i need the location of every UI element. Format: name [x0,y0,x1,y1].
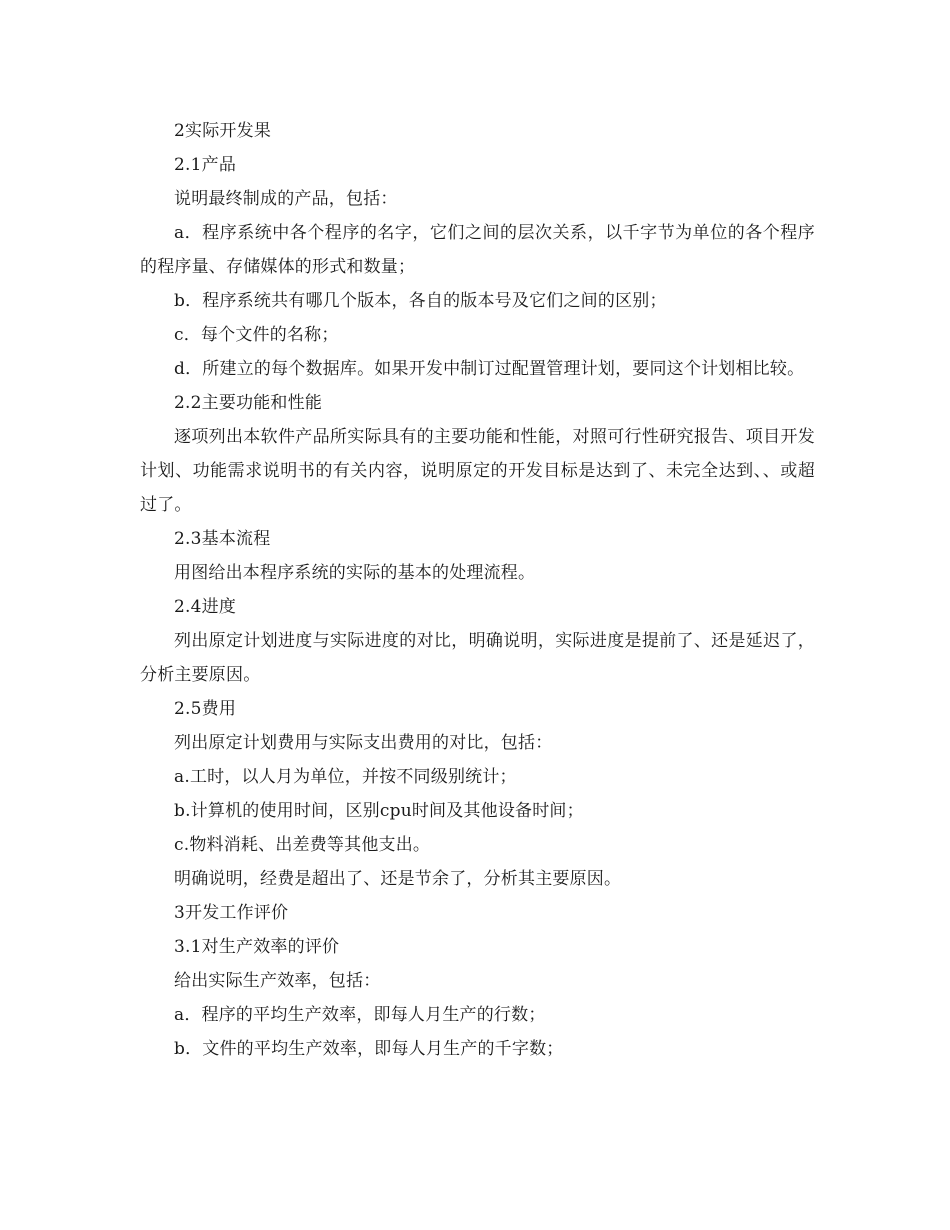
list-item: b．程序系统共有哪几个版本，各自的版本号及它们之间的区别； [174,291,667,311]
list-item: d．所建立的每个数据库。如果开发中制订过配置管理计划，要同这个计划相比较。 [174,359,805,379]
subsection-heading: 2.3基本流程 [174,529,271,549]
list-item: c.物料消耗、出差费等其他支出。 [174,835,431,855]
list-item: c．每个文件的名称； [174,325,339,345]
section-heading: 2实际开发果 [174,121,272,141]
body-paragraph: 明确说明，经费是超出了、还是节余了，分析其主要原因。 [174,869,622,889]
list-item: a．程序的平均生产效率，即每人月生产的行数； [174,1005,546,1025]
body-paragraph: 说明最终制成的产品，包括： [174,189,398,209]
list-item: a.工时，以人月为单位，并按不同级别统计； [174,767,517,787]
list-item: b.计算机的使用时间，区别cpu时间及其他设备时间； [174,801,584,821]
list-item: b．文件的平均生产效率，即每人月生产的千字数； [174,1039,564,1059]
body-paragraph: 列出原定计划费用与实际支出费用的对比，包括： [174,733,553,753]
document-body [140,114,815,1066]
body-paragraph: 给出实际生产效率，包括： [174,971,381,991]
section-heading: 3开发工作评价 [174,903,289,923]
body-paragraph: 列出原定计划进度与实际进度的对比，明确说明，实际进度是提前了、还是延迟了，分析主要原因。 [140,631,815,685]
subsection-heading: 2.2主要功能和性能 [174,393,323,413]
body-paragraph: 用图给出本程序系统的实际的基本的处理流程。 [174,563,536,583]
body-paragraph: 逐项列出本软件产品所实际具有的主要功能和性能，对照可行性研究报告、项目开发计划、功能需求说明书的有关内容，说明原定的开发目标是达到了、未完全达到、、或超过了。 [140,427,815,515]
list-item: a．程序系统中各个程序的名字，它们之间的层次关系，以千字节为单位的各个程序的程序量、存储媒体的形式和数量； [140,223,815,277]
subsection-heading: 2.1产品 [174,155,237,175]
subsection-heading: 2.5费用 [174,699,237,719]
subsection-heading: 2.4进度 [174,597,237,617]
subsection-heading: 3.1对生产效率的评价 [174,937,340,957]
